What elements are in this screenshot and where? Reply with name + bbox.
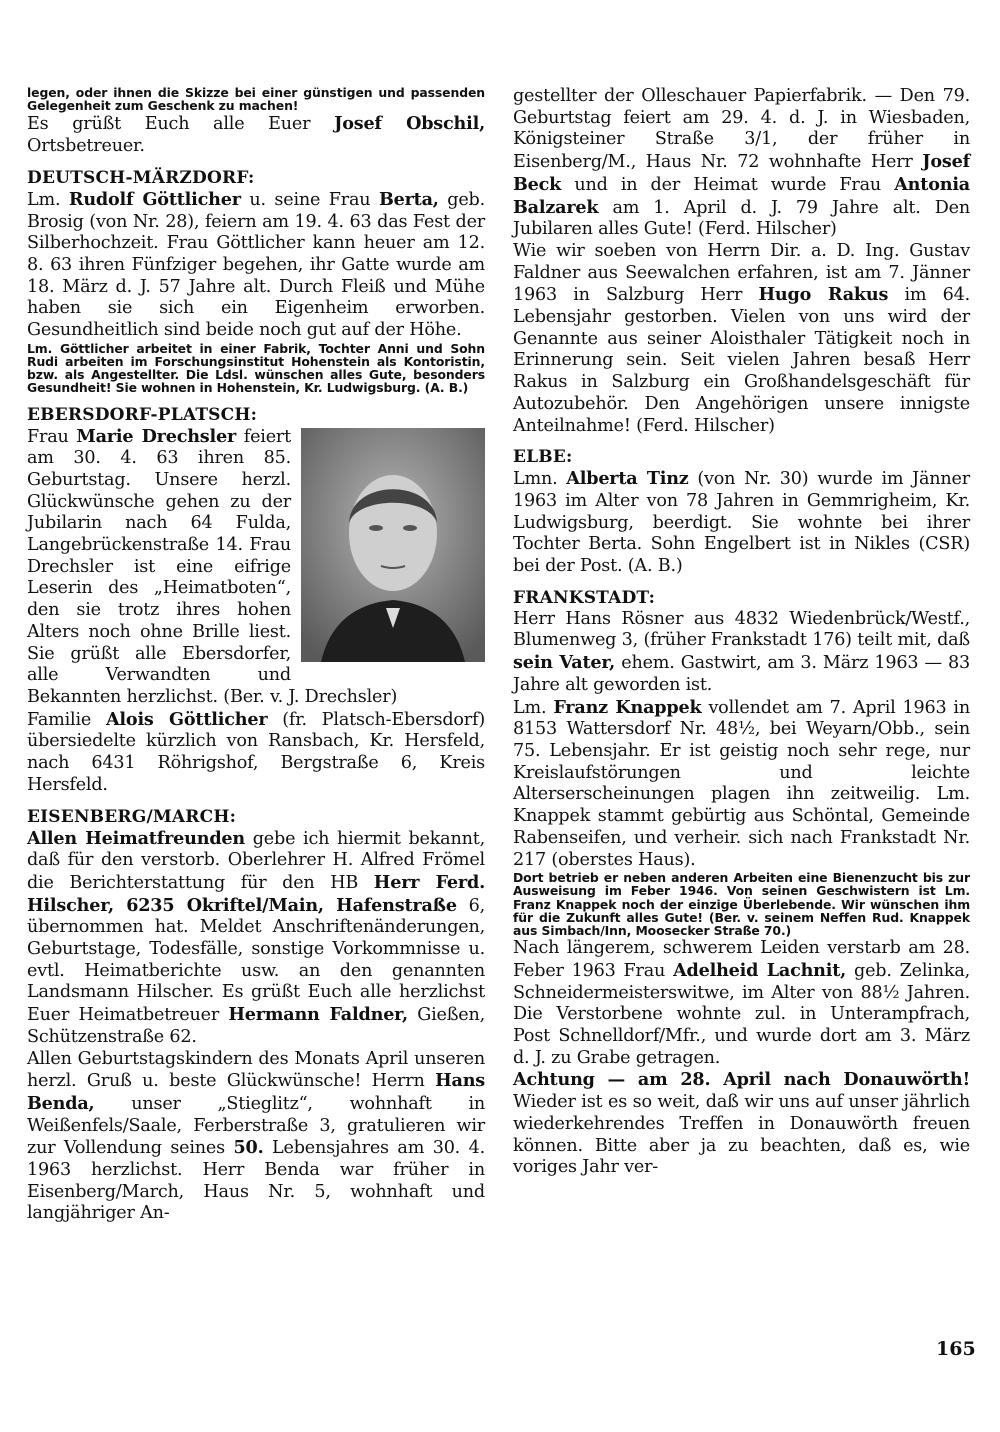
text: Gießen, Schützenstraße 62. [27,1005,485,1047]
article-paragraph [27,709,485,797]
text: Ortsbetreuer. [27,136,145,157]
bold-text: Alois Göttlicher [105,708,268,730]
text: legen, oder ihnen die Skizze bei einer günstigen und passenden Gelegenheit zum Geschenk zu machen! [27,85,485,114]
text: ELBE: [513,447,573,468]
article-paragraph [27,1049,485,1226]
text: Lm. Göttlicher arbeitet in einer Fabrik, Tochter Anni und Sohn Rudi arbeiten im Forschungsinstitut Hohenstein als Kontoristin, bzw. als Angestellter. Die Ldsl. wünschen alles Gute, besonders Gesundheit! Sie wohnen in Hohenstein, Kr. Ludwigsburg. (A. B.) [27,340,485,396]
text: geb. Brosig (von Nr. 28), feiern am 19. 4. 63 das Fest der Silberhochzeit. Frau Göttlicher kann heuer am 12. 8. 63 ihren Fünfziger begehen, ihr Gatte wurde am 18. März d. J. 57 Jahre alt. Durch Fleiß und Mühe haben sie sich ein Eigenheim erworben. Gesundheitlich sind beide noch gut auf der Höhe. [27,189,485,341]
bold-text: sein Vater, [513,652,616,674]
section-heading [27,168,485,189]
section-heading [513,588,970,609]
small-print-paragraph [27,342,485,395]
text: Herr Hans Rösner aus 4832 Wiedenbrück/Westf., Blumenweg 3, (früher Frankstadt 176) teilt mit, daß [513,608,970,651]
bold-text: Josef Beck [513,151,970,195]
text: Dort betrieb er neben anderen Arbeiten eine Bienenzucht bis zur Ausweisung im Feber 1946. Von seinen Geschwistern ist Lm. Franz Knappek noch der einzige Überlebende. Wir wünschen ihm für die Zukunft alles Gute! (Ber. v. seinem Neffen Rud. Knappek aus Simbach/Inn, Moosecker Straße 70.) [513,870,970,939]
section-heading [27,807,485,828]
text: Wieder ist es so weit, daß wir uns auf unser jährlich wiederkehrendes Treffen in Donauwörth freuen können. Bitte aber ja zu beachten, daß es, wie voriges Jahr ver- [513,1092,970,1178]
article-paragraph [513,1069,970,1179]
text: geb. Zelinka, Schneidermeisterswitwe, im Alter von 88½ Jahren. Die Verstorbene wohnte zul. in Unterampfrach, Post Schnelldorf/Mfr., und wurde dort am 3. März d. J. zu Grabe getragen. [513,960,970,1068]
text: u. seine Frau [240,189,379,210]
article-paragraph [513,86,970,241]
text: Lm. [27,189,69,210]
bold-text: Berta, [378,188,439,210]
text: ehem. Gastwirt, am 3. März 1963 — 83 Jahre alt geworden ist. [513,653,970,695]
left-column [27,86,485,1225]
text: am 1. April d. J. 79 Jahre alt. Den Jubilaren alles Gute! (Ferd. Hilscher) [513,197,970,240]
text: EISENBERG/MARCH: [27,806,237,827]
text: feiert am 30. 4. 63 ihren 85. Geburtstag. Unsere herzl. Glückwünsche gehen zu der Jubilarin nach 64 Fulda, Langebrückenstraße 14. Frau Drechsler ist eine eifrige Leserin des „Heimatboten“, den sie trotz ihres hohen Alters noch ohne Brille liest. Sie grüßt alle Ebersdorfer, alle Verwandten und Bekannten herzlichst. (Ber. v. J. Drechsler) [27,426,398,707]
bold-text: Alberta Tinz [566,468,689,490]
right-column [513,86,970,1179]
text: 6, übernommen hat. Meldet Anschriftenänderungen, Geburtstage, Todesfälle, sonstige Vorkommnisse u. evtl. Heimatberichte usw. an den genannten Landsmann Hilscher. Es grüßt Euch alle herzlichst Euer Heimatbetreuer [27,895,486,1026]
text: (fr. Platsch-Ebersdorf) übersiedelte kürzlich von Ransbach, Kr. Hersfeld, nach 6431 Röhrigshof, Bergstraße 6, Kreis Hersfeld. [27,709,485,795]
bold-text: Hermann Faldner, [228,1004,408,1026]
text: FRANKSTADT: [513,587,656,608]
bold-text: Rudolf Göttlicher [68,188,241,210]
article-paragraph [27,113,485,157]
section-heading [27,405,485,426]
bold-text: Herr Ferd. Hilscher, 6235 Okriftel/Main, Hafenstraße [27,871,485,916]
bold-text: Adelheid Lachnit, [673,959,847,981]
article-paragraph [513,609,970,697]
small-print-paragraph [513,871,970,937]
article-paragraph [27,189,485,342]
text: Frau [27,426,77,447]
text: im 64. Lebensjahr gestorben. Vielen von uns wird der Genannte aus seiner Aloisthaler Tätigkeit noch in Erinnerung sein. Seit vielen Jahren besaß Herr Rakus in Salzburg ein Großhandelsgeschäft für Autozubehör. Den Angehörigen unsere innigste Anteilnahme! (Ferd. Hilscher) [513,285,971,436]
article-paragraph [513,697,970,872]
page-number: 165 [936,1338,976,1360]
bold-text: 50. [233,1137,264,1159]
text: (von Nr. 30) wurde im Jänner 1963 im Alter von 78 Jahren in Gemmrigheim, Kr. Ludwigsburg, beerdigt. Sie wohnte bei ihrer Tochter Berta. Sohn Engelbert ist in Nikles (CSR) bei der Post. (A. B.) [513,469,970,577]
text: unser „Stieglitz“, wohnhaft in Weißenfels/Saale, Ferberstraße 3, gratulieren wir zur Vollendung seines [27,1093,485,1159]
text: EBERSDORF-PLATSCH: [27,404,258,425]
text: DEUTSCH-MÄRZDORF: [27,167,255,188]
text: Lm. [513,697,554,718]
bold-text: Hugo Rakus [758,284,889,306]
text: Familie [27,709,106,730]
bold-text: Franz Knappek [553,696,702,718]
text: Allen Geburtstagskindern des Monats April unseren herzl. Gruß u. beste Glückwünsche! Herrn [27,1048,485,1092]
text: gebe ich hiermit bekannt, daß für den verstorb. Oberlehrer H. Alfred Frömel die Berichterstattung für den HB [27,828,485,893]
bold-text: Hans Benda, [27,1070,485,1114]
text: Nach längerem, schwerem Leiden verstarb am 28. Feber 1963 Frau [513,938,970,981]
bold-text: Antonia Balzarek [513,173,970,218]
bold-text: Achtung — am 28. April nach Donauwörth! [513,1069,970,1091]
article-paragraph [513,938,970,1069]
text: Lmn. [513,469,567,490]
article-paragraph [513,468,970,578]
text: gestellter der Olleschauer Papierfabrik. — Den 79. Geburtstag feiert am 29. 4. d. J. in Wiesbaden, Königsteiner Straße 3/1, der früher in Eisenberg/M., Haus Nr. 72 wohnhafte Herr [513,86,970,173]
article-paragraph [27,426,485,709]
article-paragraph [513,241,970,437]
section-heading [513,447,970,468]
portrait-photo [301,428,485,662]
text: vollendet am 7. April 1963 in 8153 Wattersdorf Nr. 48½, bei Weyarn/Obb., sein 75. Lebensjahr. Er ist geistig noch sehr rege, nur Kreislaufstörungen und leichte Alterserscheinungen plagen ihn zeitweilig. Lm. Knappek stammt gebürtig aus Schöntal, Gemeinde Rabenseifen, und verheir. sich nach Frankstadt Nr. 217 (oberstes Haus). [513,697,970,870]
small-print-paragraph [27,86,485,112]
text: Lebensjahres am 30. 4. 1963 herzlichst. Herr Benda war früher in Eisenberg/March, Haus Nr. 5, wohnhaft und langjähriger An- [27,1138,485,1224]
text: Wie wir soeben von Herrn Dir. a. D. Ing. Gustav Faldner aus Seewalchen erfahren, ist am 7. Jänner 1963 in Salzburg Herr [513,240,970,306]
bold-text: Marie Drechsler [76,425,237,447]
bold-text: Allen Heimatfreunden [27,827,246,849]
bold-text: Josef Obschil, [334,113,485,135]
text: und in der Heimat wurde Frau [561,174,895,195]
text: Es grüßt Euch alle Euer [27,114,335,135]
article-paragraph [27,828,485,1049]
